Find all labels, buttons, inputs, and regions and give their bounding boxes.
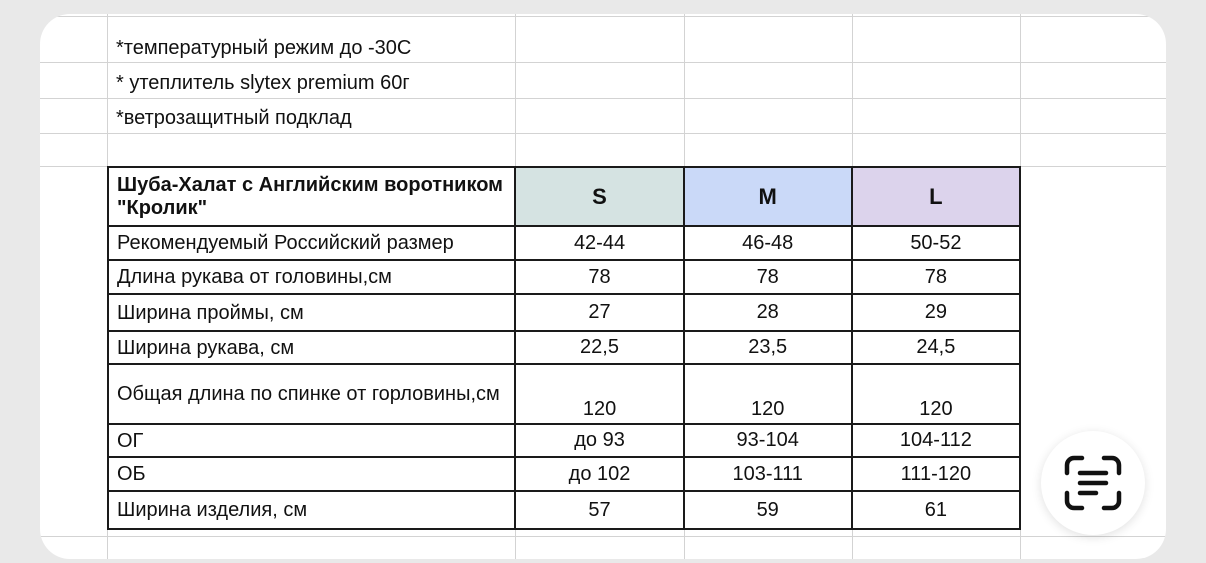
table-row bbox=[108, 364, 1020, 424]
table-row bbox=[108, 331, 1020, 364]
note-lining[interactable]: *ветрозащитный подклад bbox=[116, 107, 352, 129]
cell-value[interactable]: до 93 bbox=[515, 424, 683, 457]
cell-value[interactable]: 27 bbox=[515, 294, 683, 331]
cell-value[interactable]: 46-48 bbox=[684, 226, 852, 260]
row-label[interactable]: Ширина рукава, см bbox=[108, 331, 515, 364]
cell-value[interactable]: 120 bbox=[684, 364, 852, 424]
cell-value[interactable]: 29 bbox=[852, 294, 1020, 331]
row-label[interactable]: Длина рукава от головины,см bbox=[108, 260, 515, 294]
table-row bbox=[108, 226, 1020, 260]
row-label[interactable]: ОГ bbox=[108, 424, 515, 457]
cell-value[interactable]: 78 bbox=[515, 260, 683, 294]
cell-value[interactable]: 103-111 bbox=[684, 457, 852, 491]
table-row bbox=[108, 424, 1020, 457]
table-row bbox=[108, 491, 1020, 529]
live-text-scan-button[interactable] bbox=[1041, 431, 1145, 535]
cell-value[interactable]: 111-120 bbox=[852, 457, 1020, 491]
row-label[interactable]: Ширина изделия, см bbox=[108, 491, 515, 529]
product-title-cell[interactable]: Шуба-Халат с Английским воротником "Кролик" bbox=[108, 167, 515, 226]
size-header-s[interactable]: S bbox=[515, 167, 683, 226]
cell-value[interactable]: 120 bbox=[852, 364, 1020, 424]
table-row bbox=[108, 294, 1020, 331]
cell-value[interactable]: 78 bbox=[684, 260, 852, 294]
table-header-row bbox=[108, 167, 1020, 226]
cell-value[interactable]: 120 bbox=[515, 364, 683, 424]
cell-value[interactable]: 57 bbox=[515, 491, 683, 529]
table-row bbox=[108, 260, 1020, 294]
size-header-m[interactable]: M bbox=[684, 167, 852, 226]
cell-value[interactable]: 59 bbox=[684, 491, 852, 529]
row-label[interactable]: ОБ bbox=[108, 457, 515, 491]
cell-value[interactable]: 22,5 bbox=[515, 331, 683, 364]
cell-value[interactable]: до 102 bbox=[515, 457, 683, 491]
cell-value[interactable]: 50-52 bbox=[852, 226, 1020, 260]
size-header-l[interactable]: L bbox=[852, 167, 1020, 226]
cell-value[interactable]: 61 bbox=[852, 491, 1020, 529]
size-chart-table bbox=[107, 166, 1021, 530]
note-temperature[interactable]: *температурный режим до -30С bbox=[116, 37, 412, 59]
table-row bbox=[108, 457, 1020, 491]
cell-value[interactable]: 28 bbox=[684, 294, 852, 331]
text-scan-icon bbox=[1063, 455, 1123, 511]
cell-value[interactable]: 78 bbox=[852, 260, 1020, 294]
cell-value[interactable]: 93-104 bbox=[684, 424, 852, 457]
cell-value[interactable]: 23,5 bbox=[684, 331, 852, 364]
cell-value[interactable]: 42-44 bbox=[515, 226, 683, 260]
row-label[interactable]: Общая длина по спинке от горловины,см bbox=[108, 364, 515, 424]
row-label[interactable]: Рекомендуемый Российский размер bbox=[108, 226, 515, 260]
cell-value[interactable]: 104-112 bbox=[852, 424, 1020, 457]
note-insulation[interactable]: * утеплитель slytex premium 60г bbox=[116, 72, 410, 94]
spreadsheet-card bbox=[40, 14, 1166, 559]
cell-value[interactable]: 24,5 bbox=[852, 331, 1020, 364]
row-label[interactable]: Ширина проймы, см bbox=[108, 294, 515, 331]
